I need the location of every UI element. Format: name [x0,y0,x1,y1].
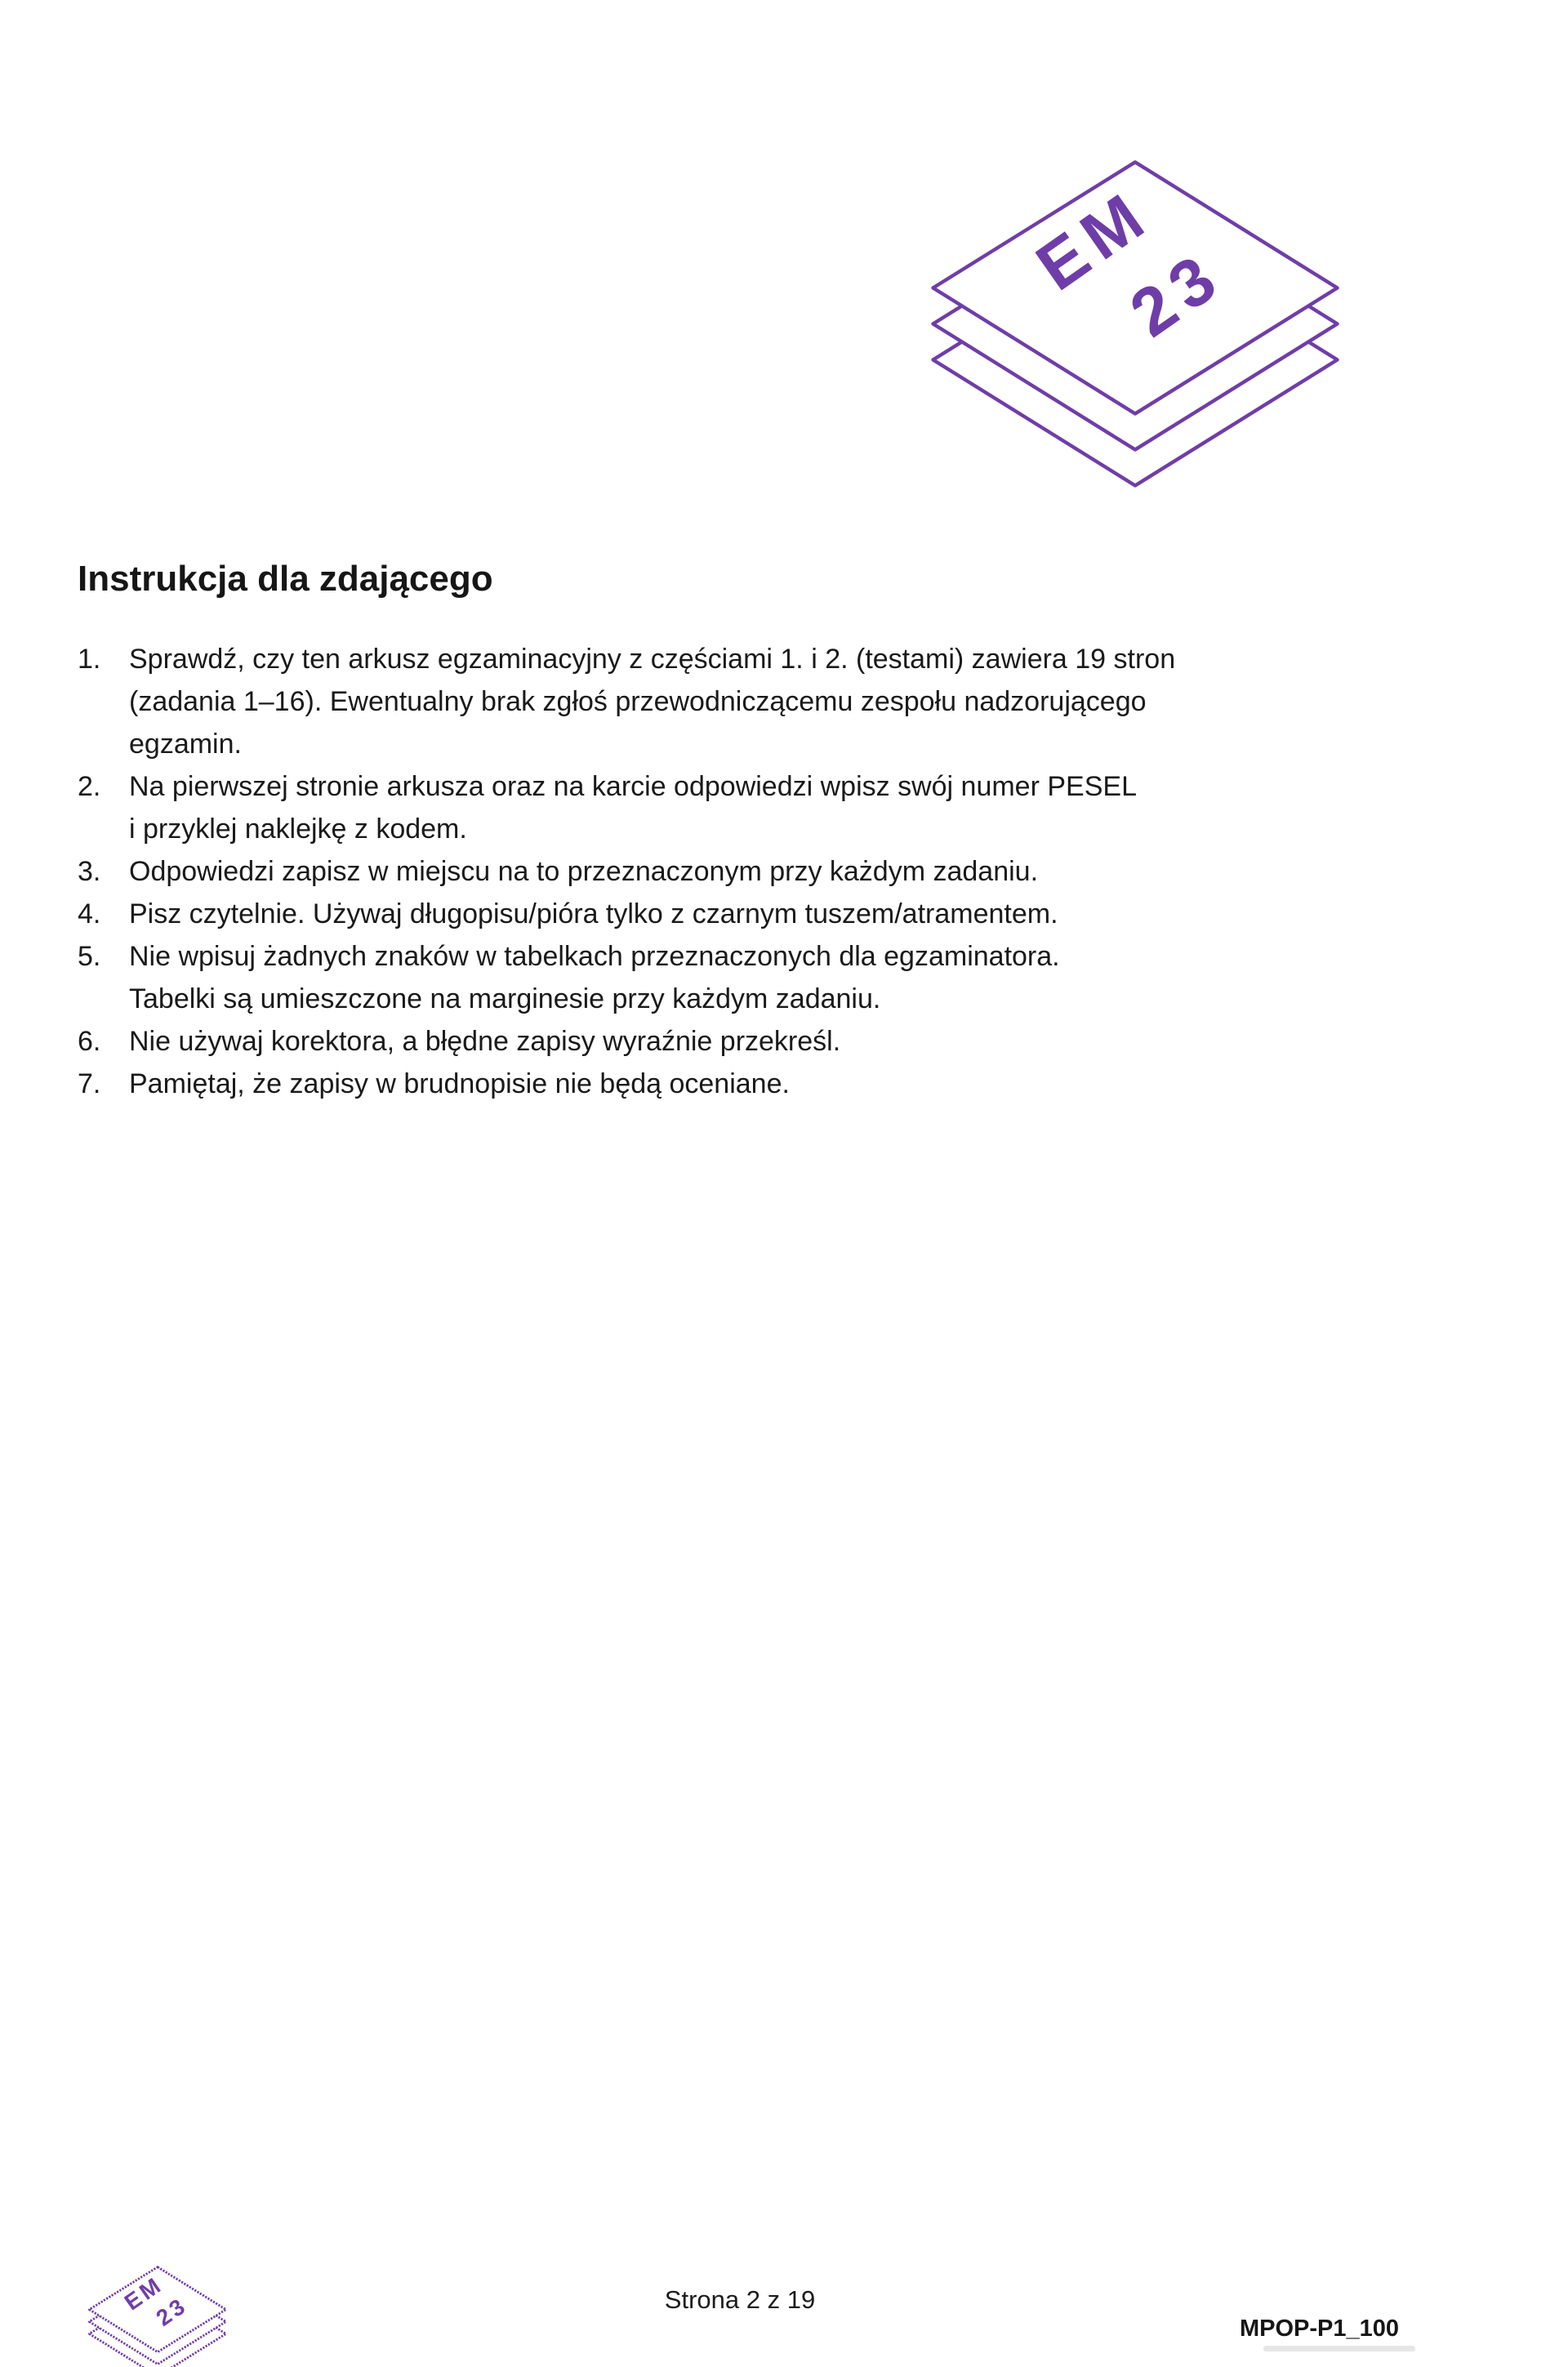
instruction-number: 4. [78,898,101,929]
instruction-item [78,638,1433,765]
instruction-line: i przyklej naklejkę z kodem. [129,814,467,845]
instruction-text [129,893,1058,935]
form-code-ghost-line [1263,2346,1415,2351]
instruction-text [129,935,1060,1020]
instruction-text [129,638,1175,765]
instruction-line: Odpowiedzi zapisz w miejscu na to przeznaczonym przy każdym zadaniu. [129,856,1039,887]
instruction-text [129,850,1038,893]
instruction-number: 5. [78,941,101,972]
instruction-number: 6. [78,1026,101,1057]
instruction-line: Tabelki są umieszczone na marginesie przy każdym zadaniu. [129,983,881,1014]
logo-text-23: 23 [1116,236,1236,352]
instruction-item [78,765,1433,850]
instruction-item [78,1020,1433,1063]
em23-stacked-sheets-logo-small [82,2262,234,2367]
logo-text-em: EM [1022,175,1165,305]
instruction-number: 3. [78,856,101,887]
page-number-label: Strona 2 z 19 [664,2285,816,2314]
instruction-item [78,1063,1433,1105]
instruction-item [78,893,1433,935]
instructions-list [78,638,1433,1105]
instruction-line: Pamiętaj, że zapisy w brudnopisie nie będą oceniane. [129,1068,790,1099]
instruction-text [129,1020,840,1063]
instruction-line: Pisz czytelnie. Używaj długopisu/pióra tylko z czarnym tuszem/atramentem. [129,898,1058,929]
instruction-number: 1. [78,644,101,675]
logo-text-em: EM [119,2271,167,2316]
em23-stacked-sheets-logo [911,149,1360,499]
instruction-item [78,935,1433,1020]
instruction-line: (zadania 1–16). Ewentualny brak zgłoś przewodniczącemu zespołu nadzorującego [129,686,1147,717]
form-code-label: MPOP-P1_100 [1239,2316,1399,2342]
instruction-text [129,765,1137,850]
instruction-text [129,1063,790,1105]
instruction-line: Nie używaj korektora, a błędne zapisy wyraźnie przekreśl. [129,1026,841,1057]
instruction-number: 2. [78,771,101,802]
page-title: Instrukcja dla zdającego [78,559,493,599]
instruction-line: Na pierwszej stronie arkusza oraz na karcie odpowiedzi wpisz swój numer PESEL [129,771,1137,802]
instruction-number: 7. [78,1068,101,1099]
instruction-item [78,850,1433,893]
instruction-line: Sprawdź, czy ten arkusz egzaminacyjny z częściami 1. i 2. (testami) zawiera 19 stron [129,644,1176,675]
instruction-line: egzamin. [129,729,242,760]
instruction-line: Nie wpisuj żadnych znaków w tabelkach przeznaczonych dla egzaminatora. [129,941,1060,972]
logo-text-23: 23 [151,2292,192,2331]
